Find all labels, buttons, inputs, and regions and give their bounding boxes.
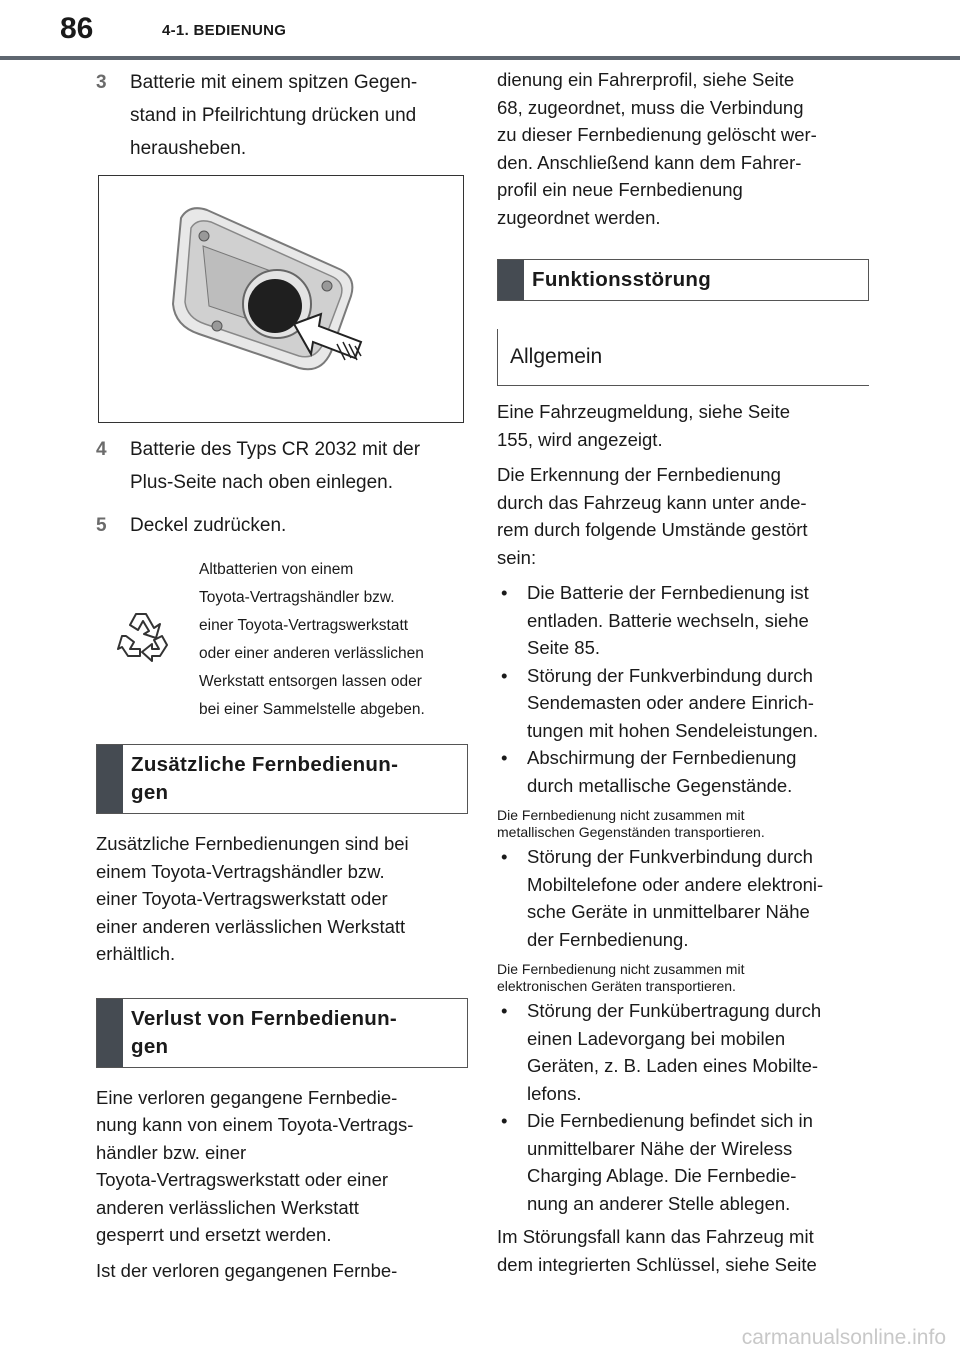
environment-note <box>96 552 468 732</box>
section-title: Funktionsstörung <box>532 268 712 291</box>
section-bar <box>97 999 123 1067</box>
list-item <box>497 997 869 1107</box>
step-number: 4 <box>96 439 107 460</box>
note-line: Toyota-Vertragshändler bzw. <box>199 589 395 606</box>
page-number: 86 <box>60 12 94 45</box>
para-line: einer Toyota-Vertragswerkstatt oder <box>96 888 388 909</box>
bullet-line: durch metallische Gegenstände. <box>527 774 793 796</box>
section-bar <box>498 260 524 300</box>
list-item <box>497 1107 869 1217</box>
bullet-line: Charging Ablage. Die Fernbedie- <box>527 1165 797 1186</box>
section-heading-additional-remotes <box>96 744 468 814</box>
step-5 <box>96 509 468 542</box>
para-line: nung kann von einem Toyota-Vertrags- <box>96 1114 414 1135</box>
note-line: Werkstatt entsorgen lassen oder <box>199 673 422 690</box>
step-text-line: Batterie des Typs CR 2032 mit der <box>130 439 421 460</box>
para-line: Im Störungsfall kann das Fahrzeug mit <box>497 1226 814 1247</box>
bullet-list-b <box>497 843 869 953</box>
step-number: 3 <box>96 72 107 93</box>
para-line: Eine Fahrzeugmeldung, siehe Seite <box>497 401 791 422</box>
para-line: einer anderen verlässlichen Werkstatt <box>96 915 406 937</box>
para-line: 68, zugeordnet, muss die Verbindung <box>497 96 804 118</box>
para-line: einem Toyota-Vertragshändler bzw. <box>96 860 385 882</box>
bullet-icon: • <box>501 1000 508 1021</box>
bullet-line: Sendemasten oder andere Einrich- <box>527 692 814 713</box>
note-line: einer Toyota-Vertragswerkstatt <box>199 617 409 634</box>
small-line: Die Fernbedienung nicht zusammen mit <box>497 807 745 823</box>
paragraph-lost-remotes <box>96 1084 468 1249</box>
note-line: bei einer Sammelstelle abgeben. <box>199 701 425 718</box>
para-line: Toyota-Vertragswerkstatt oder einer <box>96 1169 389 1190</box>
small-line: Die Fernbedienung nicht zusammen mit <box>497 961 745 977</box>
subheading-general: Allgemein <box>497 329 869 386</box>
battery-key-illustration <box>98 175 464 423</box>
step-text <box>130 433 468 499</box>
bullet-line: der Fernbedienung. <box>527 928 689 950</box>
bullet-line: lefons. <box>527 1082 582 1104</box>
list-item <box>497 744 869 799</box>
step-text-line: herausheben. <box>130 138 247 159</box>
step-number: 5 <box>96 515 107 536</box>
para-line: Zusätzliche Fernbedienungen sind bei <box>96 833 409 854</box>
small-note-metallic <box>497 807 869 841</box>
bullet-line: Abschirmung der Fernbedienung <box>527 747 797 768</box>
step-text-line: stand in Pfeilrichtung drücken und <box>130 105 417 126</box>
para-line: 155, wird angezeigt. <box>497 428 663 450</box>
small-note-electronic <box>497 961 869 995</box>
para-line: den. Anschließend kann dem Fahrer- <box>497 151 802 173</box>
section-title-line: Zusätzliche Fernbedienun- <box>131 753 399 776</box>
section-title <box>123 745 408 813</box>
step-text <box>130 66 468 165</box>
bullet-line: tungen mit hohen Sendeleistungen. <box>527 719 819 741</box>
bullet-line: einen Ladevorgang bei mobilen <box>527 1027 786 1049</box>
small-line: elektronischen Geräten transportieren. <box>497 978 736 994</box>
right-column <box>497 66 869 1286</box>
para-line: zu dieser Fernbedienung gelöscht wer- <box>497 124 817 145</box>
small-line: metallischen Gegenständen transportieren. <box>497 824 765 840</box>
para-line: Eine verloren gegangene Fernbedie- <box>96 1086 398 1108</box>
paragraph-additional-remotes <box>96 830 468 968</box>
bullet-line: Geräten, z. B. Laden eines Mobilte- <box>527 1055 819 1076</box>
bullet-line: Störung der Funkübertragung durch <box>527 1000 822 1021</box>
bullet-icon: • <box>501 664 508 686</box>
paragraph-detection <box>497 461 869 571</box>
paragraph-fallback <box>497 1223 869 1278</box>
bullet-icon: • <box>501 846 508 867</box>
paragraph-lost-remotes-2: Ist der verloren gegangenen Fernbe- <box>96 1259 398 1281</box>
para-line: anderen verlässlichen Werkstatt <box>96 1196 359 1218</box>
step-text: Deckel zudrücken. <box>130 515 287 536</box>
section-heading-malfunction <box>497 259 869 301</box>
step-text-line: Batterie mit einem spitzen Gegen- <box>130 72 418 93</box>
chapter-title: 4-1. BEDIENUNG <box>162 22 287 39</box>
bullet-line: Die Batterie der Fernbedienung ist <box>527 582 809 603</box>
bullet-icon: • <box>501 747 508 768</box>
key-fob-drawing <box>99 176 463 422</box>
bullet-line: Die Fernbedienung befindet sich in <box>527 1110 813 1131</box>
para-line: rem durch folgende Umstände gestört <box>497 519 808 540</box>
para-line: gesperrt und ersetzt werden. <box>96 1224 332 1245</box>
watermark: carmanualsonline.info <box>741 1326 946 1349</box>
para-line: zugeordnet werden. <box>497 206 661 228</box>
section-heading-lost-remotes <box>96 998 468 1068</box>
list-item <box>497 579 869 662</box>
para-line: sein: <box>497 546 537 568</box>
step-3 <box>96 66 468 165</box>
bullet-line: Störung der Funkverbindung durch <box>527 664 813 686</box>
header-rule <box>0 56 960 60</box>
section-title-line: gen <box>131 1034 169 1058</box>
note-line: oder einer anderen verlässlichen <box>199 645 424 662</box>
recycling-icon <box>116 606 174 664</box>
section-title-line: Verlust von Fernbedienun- <box>131 1006 398 1030</box>
left-column <box>96 66 468 1292</box>
bullet-line: Seite 85. <box>527 637 601 658</box>
note-text <box>199 556 467 724</box>
paragraph-vehicle-message <box>497 398 869 453</box>
section-bar <box>97 745 123 813</box>
para-line: Die Erkennung der Fernbedienung <box>497 464 781 485</box>
para-line: durch das Fahrzeug kann unter ande- <box>497 491 807 513</box>
bullet-line: Mobiltelefone oder andere elektroni- <box>527 873 824 895</box>
page-header <box>0 0 960 60</box>
bullet-line: unmittelbarer Nähe der Wireless <box>527 1137 793 1159</box>
paragraph-continued <box>497 66 869 231</box>
section-title-line: gen <box>131 781 169 804</box>
bullet-icon: • <box>501 1110 508 1131</box>
bullet-list-a <box>497 579 869 799</box>
bullet-line: sche Geräte in unmittelbarer Nähe <box>527 901 810 922</box>
list-item <box>497 662 869 745</box>
bullet-list-c <box>497 997 869 1217</box>
bullet-line: nung an anderer Stelle ablegen. <box>527 1192 791 1214</box>
bullet-line: entladen. Batterie wechseln, siehe <box>527 609 809 631</box>
para-line: dienung ein Fahrerprofil, siehe Seite <box>497 69 795 90</box>
step-4 <box>96 433 468 499</box>
para-line: erhältlich. <box>96 943 176 964</box>
note-line: Altbatterien von einem <box>199 561 354 578</box>
bullet-line: Störung der Funkverbindung durch <box>527 846 813 867</box>
section-title <box>123 999 407 1067</box>
bullet-icon: • <box>501 582 508 603</box>
para-line: dem integrierten Schlüssel, siehe Seite <box>497 1253 817 1275</box>
step-text-line: Plus-Seite nach oben einlegen. <box>130 472 394 493</box>
para-line: händler bzw. einer <box>96 1141 247 1163</box>
para-line: profil ein neue Fernbedienung <box>497 179 743 200</box>
list-item <box>497 843 869 953</box>
